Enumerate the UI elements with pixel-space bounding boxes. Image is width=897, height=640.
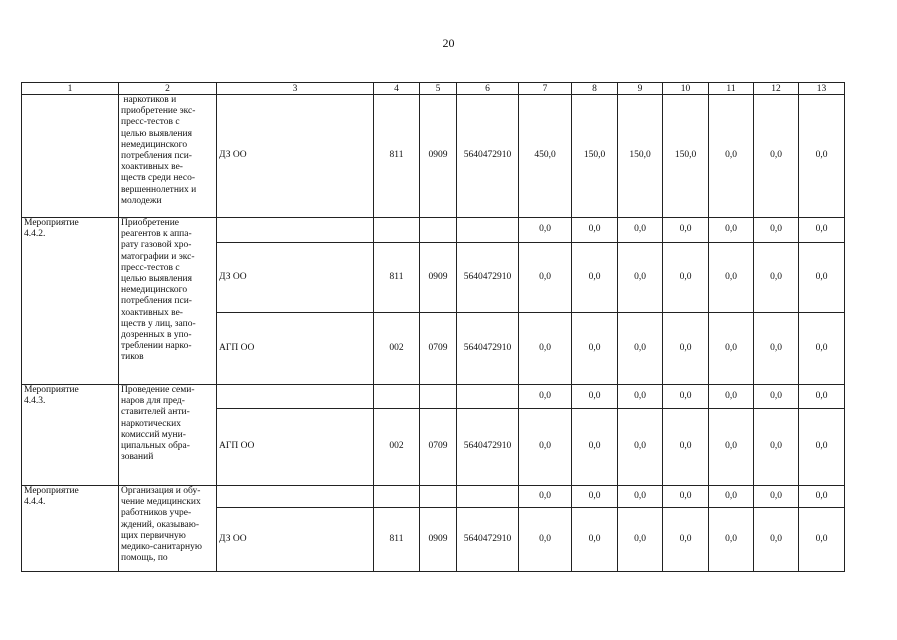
event-cell (22, 95, 119, 218)
page-number: 20 (442, 36, 455, 50)
amount-col-12: 0,0 (754, 218, 799, 243)
description-line: целью выявления (121, 128, 192, 139)
code6-cell: 5640472910 (457, 508, 519, 572)
code6-cell (457, 486, 519, 508)
amount-col-7: 0,0 (519, 313, 572, 385)
amount-col-9: 0,0 (618, 409, 663, 486)
amount-col-10: 0,0 (663, 218, 709, 243)
amount-col-9: 0,0 (618, 508, 663, 572)
amount-col-11: 0,0 (709, 486, 754, 508)
amount-col-10: 150,0 (663, 95, 709, 218)
table-row (22, 95, 845, 218)
code5-cell: 0709 (420, 409, 457, 486)
code4-cell: 811 (374, 508, 420, 572)
code5-cell: 0709 (420, 313, 457, 385)
grbs-cell (217, 486, 374, 508)
amount-col-11: 0,0 (709, 313, 754, 385)
amount-col-7: 0,0 (519, 385, 572, 409)
description-line: ществ среди несо- (121, 173, 196, 184)
amount-col-8: 0,0 (572, 313, 618, 385)
description-line: хоактивных ве- (121, 307, 183, 318)
amount-col-12: 0,0 (754, 385, 799, 409)
description-line: наркотиков и (121, 95, 177, 105)
amount-col-9: 0,0 (618, 218, 663, 243)
description-cell (119, 218, 217, 385)
amount-col-11: 0,0 (709, 218, 754, 243)
description-line: немедицинского (121, 285, 188, 296)
amount-col-7: 0,0 (519, 218, 572, 243)
description-line: Приобретение (121, 218, 179, 228)
column-number-5: 5 (420, 83, 457, 95)
description-line: ципальных обра- (121, 441, 190, 452)
amount-col-8: 0,0 (572, 218, 618, 243)
amount-col-9: 0,0 (618, 486, 663, 508)
amount-col-13: 0,0 (799, 409, 845, 486)
amount-col-11: 0,0 (709, 508, 754, 572)
code4-cell (374, 218, 420, 243)
description-line: наркотических (121, 418, 181, 429)
code6-cell: 5640472910 (457, 409, 519, 486)
column-number-11: 11 (709, 83, 754, 95)
grbs-cell: ДЗ ОО (217, 508, 374, 572)
code6-cell: 5640472910 (457, 95, 519, 218)
amount-col-7: 0,0 (519, 243, 572, 313)
amount-col-9: 0,0 (618, 385, 663, 409)
description-line: работников учре- (121, 508, 192, 519)
table-row (22, 385, 845, 409)
code5-cell: 0909 (420, 243, 457, 313)
amount-col-10: 0,0 (663, 243, 709, 313)
column-number-12: 12 (754, 83, 799, 95)
amount-col-12: 0,0 (754, 508, 799, 572)
amount-col-12: 0,0 (754, 409, 799, 486)
code4-cell: 002 (374, 409, 420, 486)
description-line: Организация и обу- (121, 486, 201, 496)
amount-col-13: 0,0 (799, 385, 845, 409)
description-line: хоактивных ве- (121, 162, 183, 173)
description-line: ждений, оказываю- (121, 519, 200, 530)
column-number-10: 10 (663, 83, 709, 95)
code4-cell: 811 (374, 95, 420, 218)
amount-col-10: 0,0 (663, 409, 709, 486)
amount-col-8: 150,0 (572, 95, 618, 218)
description-line: вершеннолетних и (121, 184, 197, 195)
amount-col-7: 450,0 (519, 95, 572, 218)
amount-col-12: 0,0 (754, 486, 799, 508)
code6-cell: 5640472910 (457, 313, 519, 385)
code6-cell: 5640472910 (457, 243, 519, 313)
column-number-3: 3 (217, 83, 374, 95)
description-line: немедицинского (121, 139, 188, 150)
amount-col-7: 0,0 (519, 486, 572, 508)
description-line: потребления пси- (121, 151, 192, 162)
amount-col-13: 0,0 (799, 313, 845, 385)
code6-cell (457, 385, 519, 409)
code4-cell (374, 385, 420, 409)
code5-cell (420, 385, 457, 409)
description-line: матографии и экс- (121, 251, 195, 262)
budget-table (21, 82, 845, 572)
amount-col-11: 0,0 (709, 385, 754, 409)
amount-col-13: 0,0 (799, 95, 845, 218)
grbs-cell: АГП ОО (217, 409, 374, 486)
header-row (22, 83, 845, 95)
amount-col-10: 0,0 (663, 486, 709, 508)
grbs-cell: АГП ОО (217, 313, 374, 385)
description-line: рату газовой хро- (121, 240, 192, 251)
column-number-13: 13 (799, 83, 845, 95)
grbs-cell: ДЗ ОО (217, 243, 374, 313)
amount-col-13: 0,0 (799, 243, 845, 313)
description-cell (119, 486, 217, 572)
amount-col-10: 0,0 (663, 313, 709, 385)
amount-col-9: 150,0 (618, 95, 663, 218)
event-cell: Мероприятие 4.4.4. (22, 486, 119, 572)
description-line: ставителей анти- (121, 407, 190, 418)
code4-cell (374, 486, 420, 508)
description-line: щих первичную (121, 530, 186, 541)
event-cell: Мероприятие 4.4.2. (22, 218, 119, 385)
description-line: целью выявления (121, 274, 192, 285)
amount-col-13: 0,0 (799, 508, 845, 572)
code5-cell (420, 218, 457, 243)
description-line: Проведение семи- (121, 385, 195, 395)
grbs-cell (217, 218, 374, 243)
amount-col-10: 0,0 (663, 508, 709, 572)
description-line: треблении нарко- (121, 341, 192, 352)
amount-col-13: 0,0 (799, 218, 845, 243)
code5-cell: 0909 (420, 95, 457, 218)
amount-col-12: 0,0 (754, 95, 799, 218)
amount-col-8: 0,0 (572, 409, 618, 486)
description-line: тиков (121, 352, 144, 363)
table-row (22, 486, 845, 508)
description-line: наров для пред- (121, 396, 185, 407)
amount-col-7: 0,0 (519, 409, 572, 486)
table-row (22, 218, 845, 243)
column-number-8: 8 (572, 83, 618, 95)
amount-col-9: 0,0 (618, 243, 663, 313)
column-number-7: 7 (519, 83, 572, 95)
amount-col-11: 0,0 (709, 409, 754, 486)
amount-col-8: 0,0 (572, 385, 618, 409)
amount-col-7: 0,0 (519, 508, 572, 572)
code4-cell: 002 (374, 313, 420, 385)
code4-cell: 811 (374, 243, 420, 313)
grbs-cell (217, 385, 374, 409)
event-cell: Мероприятие 4.4.3. (22, 385, 119, 486)
description-line: приобретение экс- (121, 106, 196, 117)
description-line: ществ у лиц, запо- (121, 318, 196, 329)
amount-col-8: 0,0 (572, 486, 618, 508)
amount-col-9: 0,0 (618, 313, 663, 385)
description-line: помощь, по (121, 553, 168, 564)
amount-col-11: 0,0 (709, 243, 754, 313)
description-cell (119, 385, 217, 486)
code5-cell (420, 486, 457, 508)
amount-col-12: 0,0 (754, 313, 799, 385)
column-number-6: 6 (457, 83, 519, 95)
description-line: пресс-тестов с (121, 117, 180, 128)
description-cell (119, 95, 217, 218)
description-line: потребления пси- (121, 296, 192, 307)
column-number-1: 1 (22, 83, 119, 95)
amount-col-10: 0,0 (663, 385, 709, 409)
description-line: медико-санитарную (121, 542, 202, 553)
description-line: чение медицинских (121, 497, 201, 508)
description-line: комиссий муни- (121, 429, 186, 440)
code6-cell (457, 218, 519, 243)
grbs-cell: ДЗ ОО (217, 95, 374, 218)
column-number-4: 4 (374, 83, 420, 95)
column-number-9: 9 (618, 83, 663, 95)
description-line: зований (121, 452, 154, 463)
amount-col-8: 0,0 (572, 243, 618, 313)
description-line: реагентов к аппа- (121, 229, 192, 240)
description-line: дозренных в упо- (121, 330, 192, 341)
amount-col-8: 0,0 (572, 508, 618, 572)
column-number-2: 2 (119, 83, 217, 95)
amount-col-11: 0,0 (709, 95, 754, 218)
amount-col-13: 0,0 (799, 486, 845, 508)
code5-cell: 0909 (420, 508, 457, 572)
amount-col-12: 0,0 (754, 243, 799, 313)
description-line: молодежи (121, 195, 162, 206)
description-line: пресс-тестов с (121, 262, 180, 273)
